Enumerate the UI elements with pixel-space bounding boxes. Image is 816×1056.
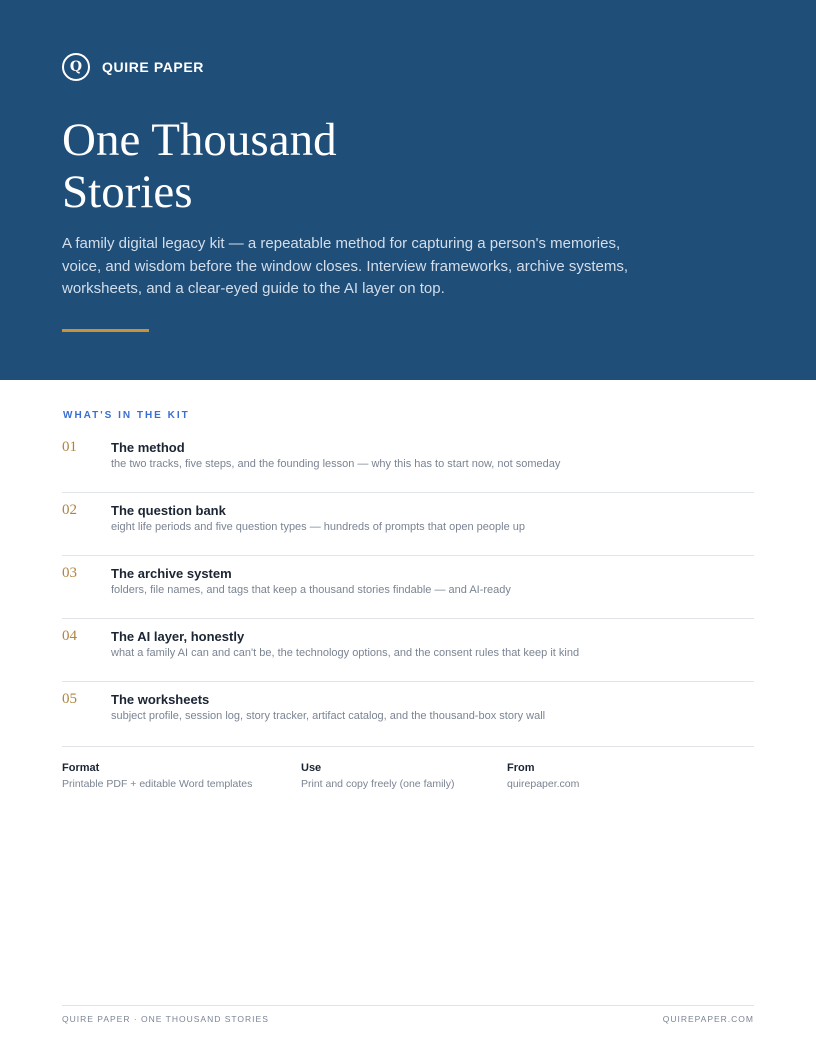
footer-left-text: QUIRE PAPER · ONE THOUSAND STORIES <box>62 1014 269 1024</box>
kit-item-description: subject profile, session log, story tracker, artifact catalog, and the thousand-box story wall <box>111 710 546 722</box>
meta-use-label: Use <box>301 762 322 774</box>
section-label: WHAT'S IN THE KIT <box>63 410 190 421</box>
document-title <box>62 114 582 218</box>
brand-name: QUIRE PAPER <box>102 59 205 75</box>
meta-format <box>62 762 252 790</box>
accent-divider <box>62 329 149 332</box>
meta-format-value: Printable PDF + editable Word templates <box>62 778 253 790</box>
kit-item-number: 02 <box>62 502 77 518</box>
hero-banner <box>0 0 816 380</box>
kit-item <box>62 619 754 682</box>
kit-item-title: The worksheets <box>111 692 210 707</box>
kit-item-title: The archive system <box>111 566 232 581</box>
kit-item-title: The method <box>111 440 185 455</box>
kit-contents-list <box>62 430 754 747</box>
meta-use-value: Print and copy freely (one family) <box>301 778 455 790</box>
kit-item-title: The question bank <box>111 503 226 518</box>
kit-item-number: 01 <box>62 439 77 455</box>
kit-item <box>62 682 754 747</box>
kit-item-number: 03 <box>62 565 77 581</box>
title-line-2: Stories <box>62 166 193 218</box>
brand <box>62 53 204 81</box>
meta-from-label: From <box>507 762 535 774</box>
kit-item-number: 04 <box>62 628 77 644</box>
kit-item-description: eight life periods and five question types — hundreds of prompts that open people up <box>111 521 525 533</box>
kit-item <box>62 493 754 556</box>
kit-item-number: 05 <box>62 691 77 707</box>
footer-right-text: QUIREPAPER.COM <box>662 1014 754 1024</box>
meta-from <box>507 762 579 790</box>
kit-item <box>62 430 754 493</box>
kit-item <box>62 556 754 619</box>
meta-use <box>301 762 454 790</box>
brand-logo-icon: Q <box>62 53 90 81</box>
kit-item-title: The AI layer, honestly <box>111 629 245 644</box>
kit-item-description: the two tracks, five steps, and the founding lesson — why this has to start now, not someday <box>111 458 561 470</box>
footer-divider <box>62 1005 754 1006</box>
document-subtitle: A family digital legacy kit — a repeatable method for capturing a person's memories, voice, and wisdom before the window closes. Interview frameworks, archive systems, worksheets, and a clear-eyed guide to the AI layer on top. <box>62 235 629 297</box>
kit-item-description: folders, file names, and tags that keep a thousand stories findable — and AI-ready <box>111 584 511 596</box>
meta-from-value: quirepaper.com <box>507 778 580 790</box>
title-line-1: One Thousand <box>62 114 337 166</box>
meta-format-label: Format <box>62 762 100 774</box>
kit-item-description: what a family AI can and can't be, the technology options, and the consent rules that keep it kind <box>111 647 580 659</box>
